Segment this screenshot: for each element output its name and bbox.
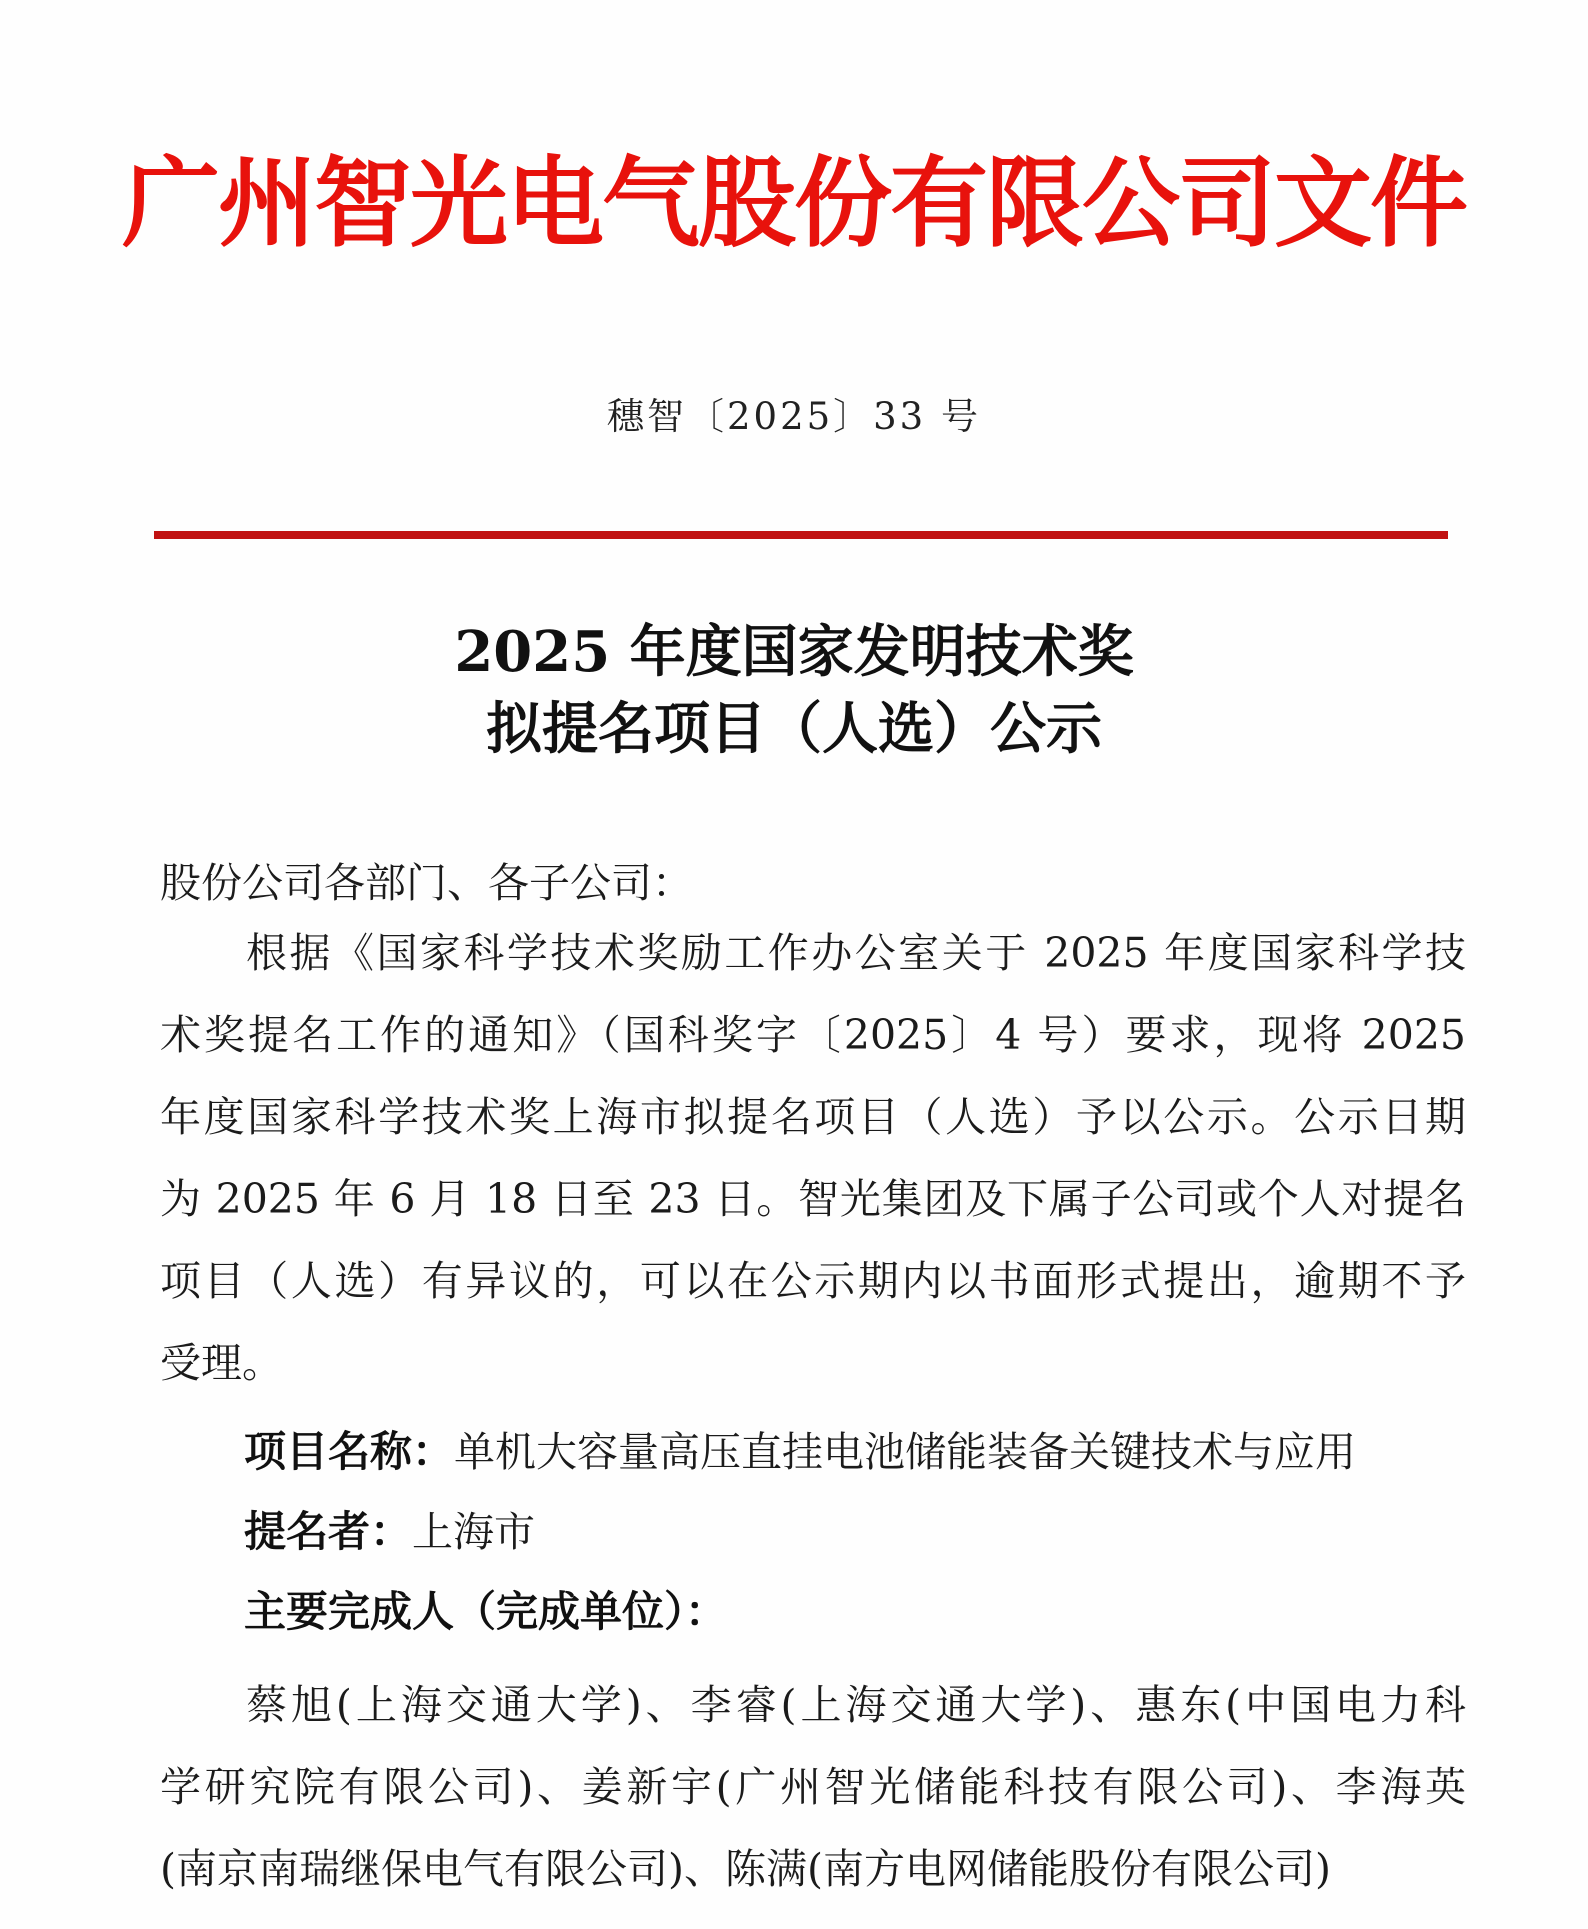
completers-label: 主要完成人（完成单位）： — [244, 1587, 728, 1636]
completers-line: 蔡旭(上海交通大学)、李睿(上海交通大学)、惠东(中国电力科 — [246, 1681, 1466, 1729]
paragraph-line: 根据《国家科学技术奖励工作办公室关于 2025 年度国家科学技 — [246, 929, 1466, 977]
project-name-label: 项目名称： — [244, 1427, 455, 1476]
paragraph-line: 年度国家科学技术奖上海市拟提名项目（人选）予以公示。公示日期 — [160, 1093, 1466, 1141]
completers-line: 学研究院有限公司)、姜新宇(广州智光储能科技有限公司)、李海英 — [160, 1763, 1466, 1811]
document-number: 穗智〔2025〕33 号 — [606, 395, 981, 438]
document-subject — [0, 614, 1588, 768]
field-completers-heading — [160, 1572, 1466, 1652]
paragraph-line: 项目（人选）有异议的，可以在公示期内以书面形式提出，逾期不予 — [160, 1257, 1466, 1305]
completers-line: (南京南瑞继保电气有限公司)、陈满(南方电网储能股份有限公司) — [160, 1845, 1331, 1893]
body-paragraph — [160, 912, 1466, 1404]
salutation: 股份公司各部门、各子公司： — [160, 859, 693, 907]
field-project-name — [160, 1412, 1466, 1492]
completers-paragraph — [160, 1664, 1466, 1910]
red-divider-rule — [154, 531, 1448, 539]
subject-line-2: 拟提名项目（人选）公示 — [486, 696, 1102, 762]
subject-line-1: 2025 年度国家发明技术奖 — [454, 619, 1134, 685]
letterhead-title: 广州智光电气股份有限公司文件 — [121, 146, 1466, 261]
project-fields — [160, 1412, 1466, 1652]
paragraph-line: 为 2025 年 6 月 18 日至 23 日。智光集团及下属子公司或个人对提名 — [160, 1175, 1466, 1223]
nominator-label: 提名者： — [244, 1507, 413, 1556]
nominator-value: 上海市 — [412, 1508, 536, 1556]
paragraph-line: 术奖提名工作的通知》（国科奖字〔2025〕4 号）要求，现将 2025 — [160, 1011, 1466, 1059]
paragraph-line: 受理。 — [160, 1339, 283, 1387]
project-name-value: 单机大容量高压直挂电池储能装备关键技术与应用 — [454, 1428, 1357, 1476]
field-nominator — [160, 1492, 1466, 1572]
